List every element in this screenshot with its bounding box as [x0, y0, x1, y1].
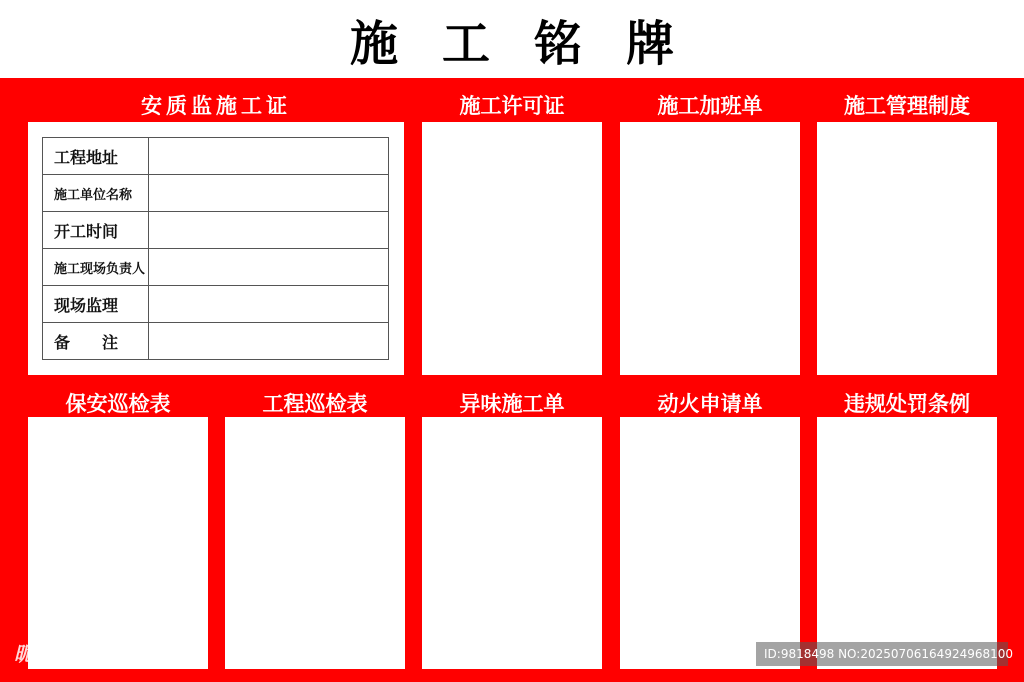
label-remarks: 备 注 [43, 323, 149, 360]
panel-construction-permit [422, 122, 602, 375]
caption-project-patrol: 工程巡检表 [262, 392, 368, 416]
panel-overtime-form [620, 122, 800, 375]
caption-violation-penalties: 违规处罚条例 [844, 392, 970, 416]
panel-security-patrol [28, 417, 208, 669]
watermark-brand: 昵享网 [14, 642, 74, 666]
caption-overtime-form: 施工加班单 [657, 94, 763, 118]
label-site-manager: 施工现场负责人 [43, 249, 149, 286]
project-info-table [42, 137, 389, 360]
table-row [43, 175, 389, 212]
caption-odor-work-form: 异味施工单 [459, 392, 565, 416]
board-title: 施工铭牌 [349, 15, 718, 72]
panel-safety-permit [28, 122, 404, 375]
value-contractor-name[interactable] [149, 175, 389, 212]
label-project-address: 工程地址 [43, 138, 149, 175]
watermark-url: www.nipic.cn [80, 649, 174, 665]
panel-odor-work-form [422, 417, 602, 669]
board-body [0, 78, 1024, 682]
panel-violation-penalties [817, 417, 997, 669]
table-row [43, 249, 389, 286]
table-row [43, 323, 389, 360]
value-site-manager[interactable] [149, 249, 389, 286]
label-contractor-name: 施工单位名称 [43, 175, 149, 212]
panel-hot-work-application [620, 417, 800, 669]
caption-security-patrol: 保安巡检表 [65, 392, 171, 416]
caption-construction-permit: 施工许可证 [459, 94, 565, 118]
caption-safety-permit: 安质监施工证 [141, 94, 291, 118]
label-site-supervisor: 现场监理 [43, 286, 149, 323]
watermark [14, 638, 173, 667]
value-site-supervisor[interactable] [149, 286, 389, 323]
table-row [43, 286, 389, 323]
value-project-address[interactable] [149, 138, 389, 175]
value-remarks[interactable] [149, 323, 389, 360]
label-start-date: 开工时间 [43, 212, 149, 249]
table-row [43, 212, 389, 249]
caption-management-rules: 施工管理制度 [844, 94, 970, 118]
caption-hot-work-application: 动火申请单 [657, 392, 763, 416]
table-row [43, 138, 389, 175]
image-id-bar: ID:9818498 NO:20250706164924968100 [756, 642, 1008, 666]
panel-project-patrol [225, 417, 405, 669]
value-start-date[interactable] [149, 212, 389, 249]
panel-management-rules [817, 122, 997, 375]
